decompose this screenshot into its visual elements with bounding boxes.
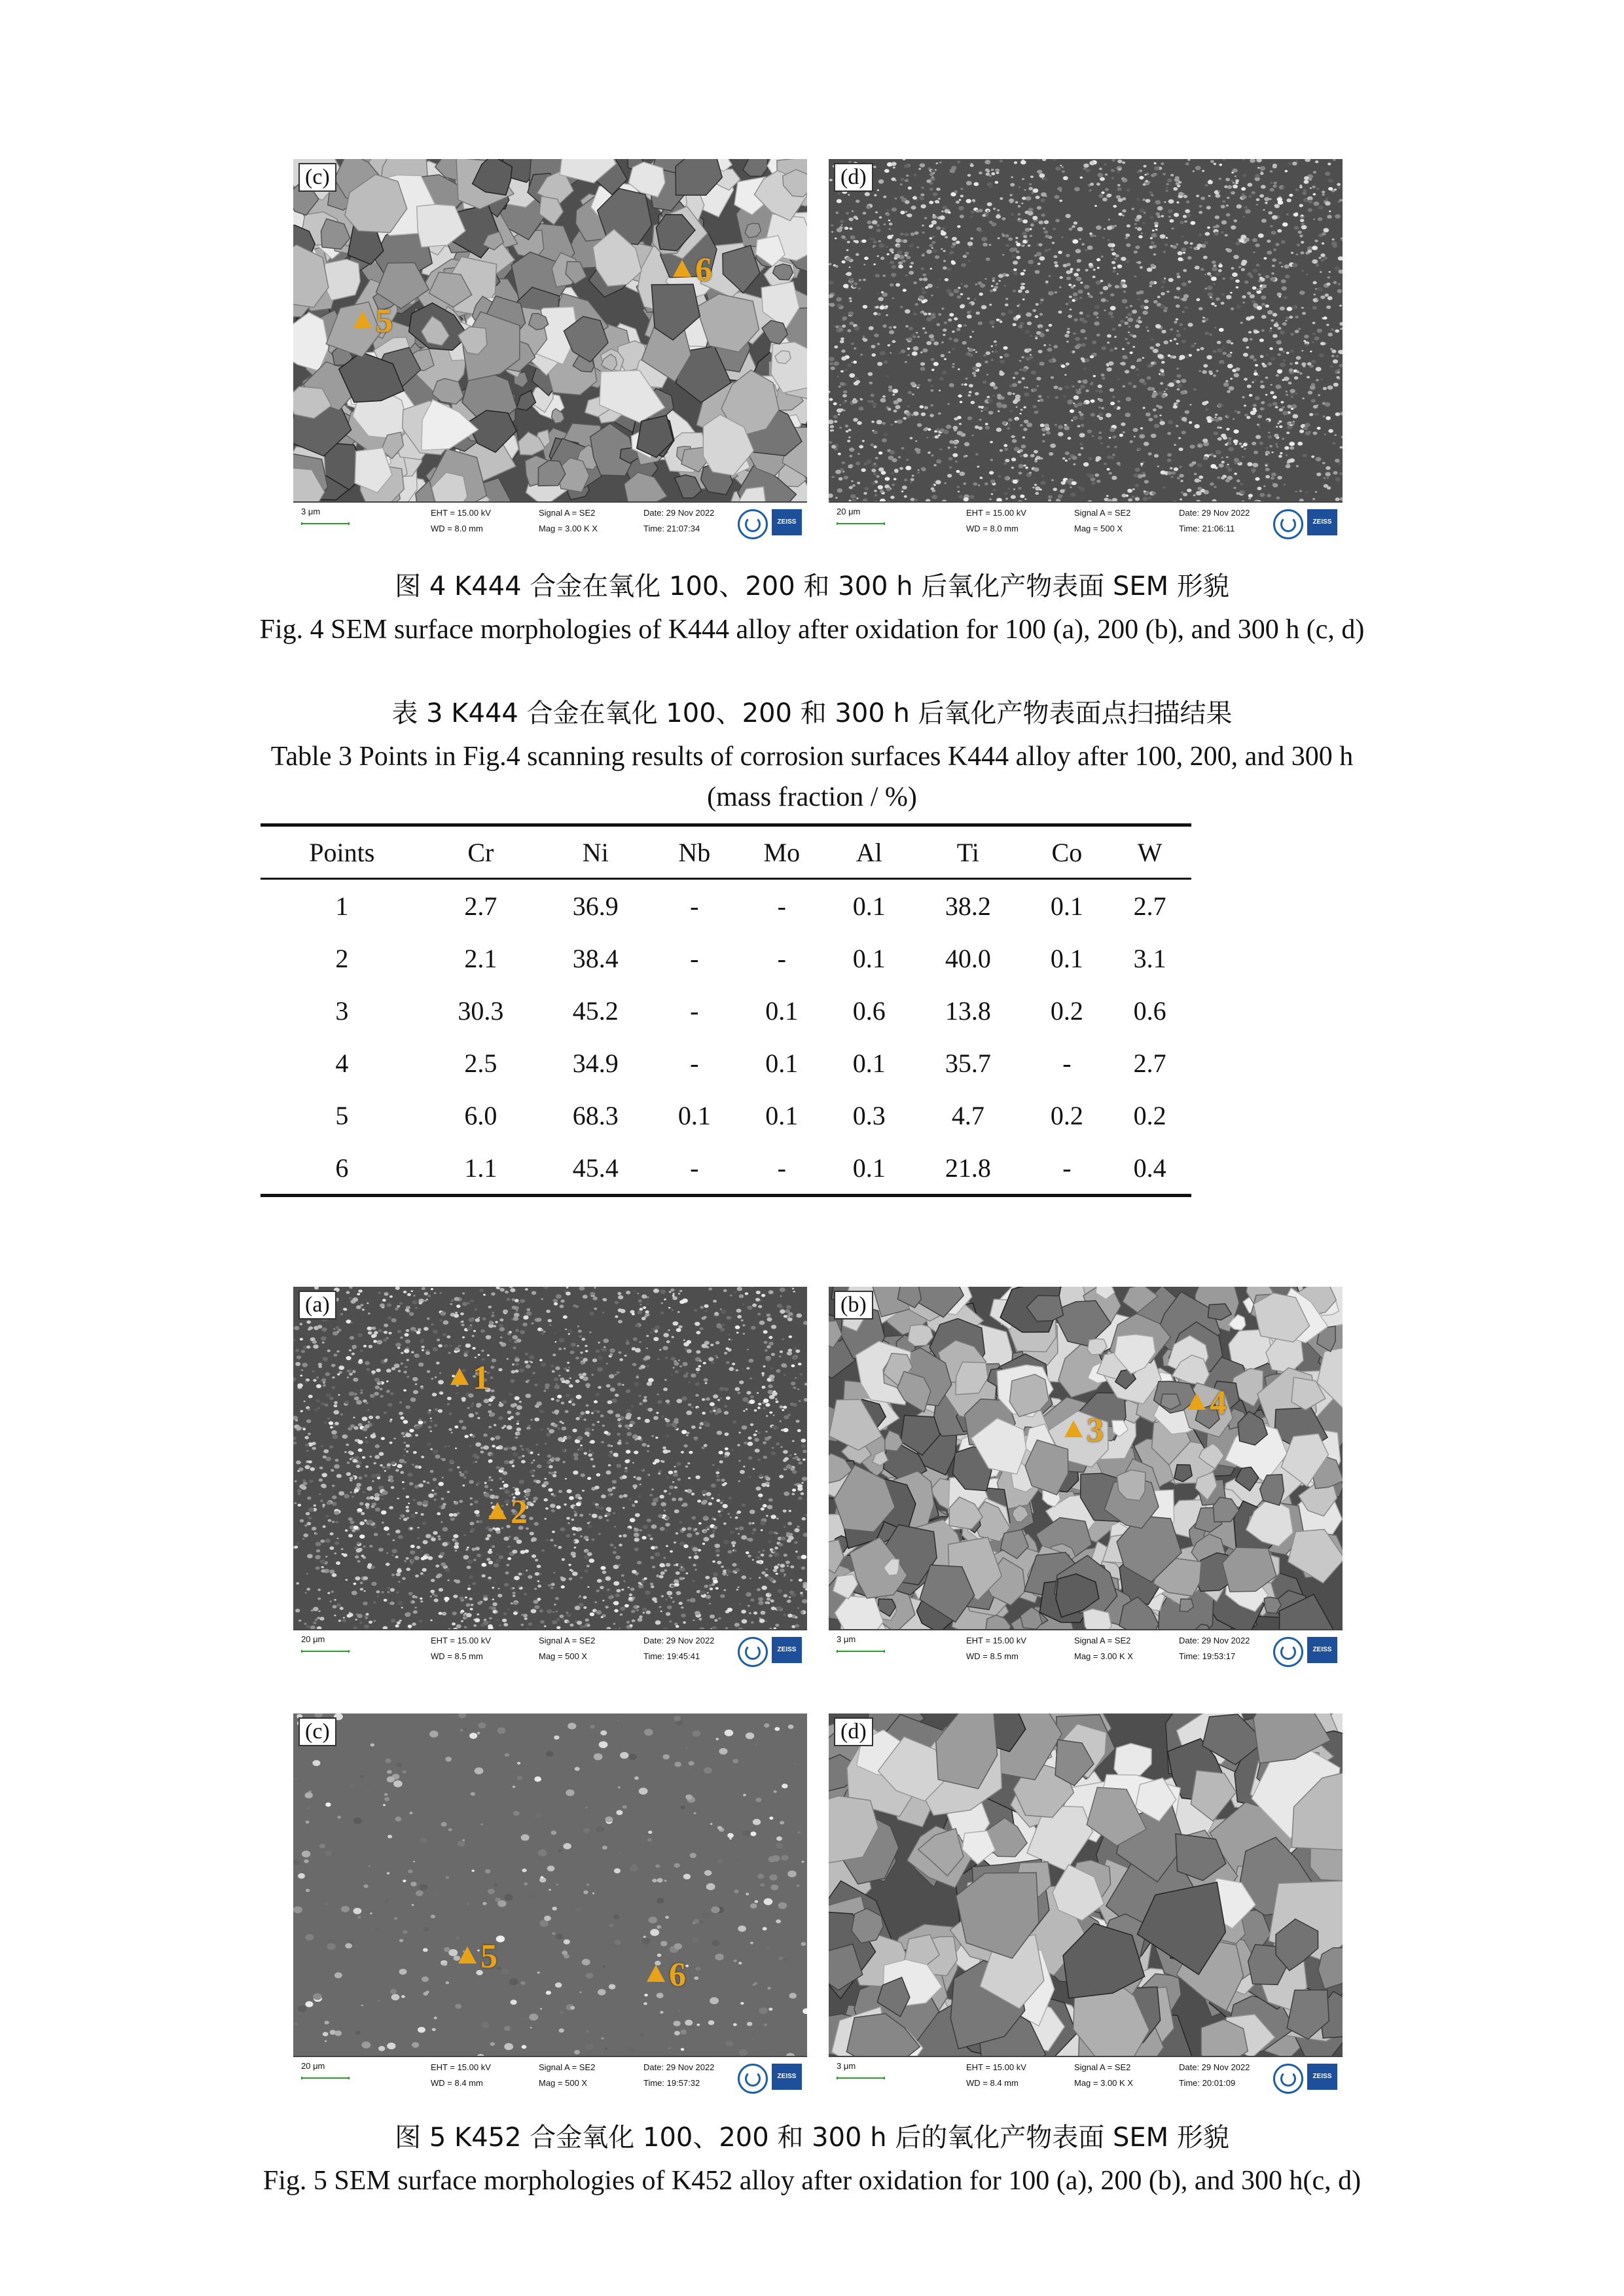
cell: 1 — [335, 891, 349, 921]
fig5-caption-en: Fig. 5 SEM surface morphologies of K452 alloy after oxidation for 100 (a), 200 (b), and 300 h(c, d) — [262, 2166, 1362, 2196]
time-value: Time: 21:06:11 — [1179, 524, 1235, 533]
fig4-caption-zh: 图 4 K444 合金在氧化 100、200 和 300 h 后氧化产物表面 SEM 形貌 — [395, 571, 1229, 601]
eht-value: EHT = 15.00 kV — [431, 508, 491, 518]
cell: - — [1026, 1141, 1109, 1196]
date-value: Date: 29 Nov 2022 — [643, 2062, 715, 2072]
cell: - — [690, 891, 699, 921]
cell: 21.8 — [911, 1141, 1025, 1196]
cell: 0.1 — [827, 1141, 911, 1196]
time-value: Time: 19:53:17 — [1179, 1651, 1236, 1661]
logo-icon — [738, 509, 768, 539]
cell: 0.6 — [1133, 996, 1166, 1026]
point-marker-5: 5 — [458, 1937, 497, 1976]
sem-info-bar — [293, 2056, 807, 2096]
panel-label: (c) — [298, 163, 336, 192]
cell: 40.0 — [945, 943, 991, 973]
scale-bar — [301, 2077, 350, 2079]
table-header-row — [261, 825, 1191, 879]
point-marker-1: 1 — [450, 1359, 490, 1397]
zeiss-logo-icon: ZEISS — [772, 2064, 802, 2090]
cell: 2.7 — [1133, 891, 1166, 921]
sem-image — [829, 1713, 1343, 2057]
scale-bar — [837, 522, 885, 525]
col-header: Points — [261, 825, 424, 879]
scale-label: 20 μm — [301, 1634, 325, 1644]
table3-title-zh: 表 3 K444 合金在氧化 100、200 和 300 h 后氧化产物表面点扫描结果 — [391, 698, 1233, 728]
date-value: Date: 29 Nov 2022 — [643, 1636, 715, 1645]
date-value: Date: 29 Nov 2022 — [1179, 1636, 1250, 1645]
col-header: Nb — [653, 825, 736, 879]
signal-value: Signal A = SE2 — [1074, 1636, 1131, 1645]
zeiss-logo-icon: ZEISS — [772, 509, 802, 535]
scale-label: 3 μm — [837, 2061, 856, 2071]
eht-value: EHT = 15.00 kV — [431, 2062, 491, 2072]
cell: 45.2 — [572, 996, 619, 1026]
sem-image — [829, 159, 1343, 503]
wd-value: WD = 8.0 mm — [966, 524, 1019, 533]
date-value: Date: 29 Nov 2022 — [1179, 2062, 1250, 2072]
fig5-panel-b — [829, 1287, 1343, 1670]
scale-bar — [837, 2077, 885, 2079]
cell: 2.1 — [464, 943, 497, 973]
cell: 0.1 — [765, 1100, 799, 1130]
zeiss-logo-icon: ZEISS — [772, 1637, 802, 1663]
cell: - — [653, 1141, 736, 1196]
panel-label: (c) — [298, 1717, 336, 1746]
logo-icon — [1273, 2064, 1303, 2094]
cell: 6.0 — [464, 1100, 497, 1130]
cell: 4 — [335, 1048, 349, 1078]
signal-value: Signal A = SE2 — [1074, 2062, 1131, 2072]
eht-value: EHT = 15.00 kV — [966, 2062, 1026, 2072]
fig5-caption-zh: 图 5 K452 合金氧化 100、200 和 300 h 后的氧化产物表面 SEM 形貌 — [395, 2123, 1229, 2153]
cell: 3.1 — [1133, 943, 1166, 973]
cell: 0.1 — [852, 1048, 886, 1078]
cell: - — [690, 996, 699, 1026]
scale-label: 3 μm — [837, 1634, 856, 1644]
table3-title-en: Table 3 Points in Fig.4 scanning results of corrosion surfaces K444 alloy after 100, 200, and 300 h — [270, 742, 1354, 772]
cell: 3 — [335, 996, 349, 1026]
mag-value: Mag = 3.00 K X — [539, 524, 598, 533]
logo-icon — [738, 2064, 768, 2094]
point-marker-5: 5 — [353, 302, 393, 340]
cell: 0.1 — [765, 996, 799, 1026]
cell: 2 — [335, 943, 349, 973]
scale-bar — [837, 1650, 885, 1653]
wd-value: WD = 8.5 mm — [966, 1651, 1019, 1661]
date-value: Date: 29 Nov 2022 — [1179, 508, 1250, 518]
time-value: Time: 19:57:32 — [643, 2078, 700, 2088]
table3 — [261, 823, 1191, 1197]
time-value: Time: 21:07:34 — [643, 524, 700, 533]
point-marker-6: 6 — [673, 251, 712, 289]
date-value: Date: 29 Nov 2022 — [643, 508, 715, 518]
cell: 4.7 — [951, 1100, 984, 1130]
table-row — [261, 984, 1191, 1037]
eht-value: EHT = 15.00 kV — [431, 1636, 491, 1645]
mag-value: Mag = 500 X — [1074, 524, 1123, 533]
zeiss-logo-icon: ZEISS — [1307, 2064, 1337, 2090]
mag-value: Mag = 3.00 K X — [1074, 1651, 1133, 1661]
col-header: W — [1108, 825, 1191, 879]
cell: 45.4 — [538, 1141, 653, 1196]
cell: 2.7 — [464, 891, 497, 921]
fig5-panel-d — [829, 1713, 1343, 2096]
signal-value: Signal A = SE2 — [539, 508, 596, 518]
time-value: Time: 19:45:41 — [643, 1651, 700, 1661]
time-value: Time: 20:01:09 — [1179, 2078, 1236, 2088]
point-marker-2: 2 — [488, 1493, 528, 1532]
cell: 36.9 — [572, 891, 619, 921]
cell: 13.8 — [945, 996, 991, 1026]
zeiss-logo-icon: ZEISS — [1307, 509, 1337, 535]
zeiss-logo-icon: ZEISS — [1307, 1637, 1337, 1663]
table3-unit: (mass fraction / %) — [707, 782, 917, 812]
cell: 6 — [261, 1141, 424, 1196]
cell: 30.3 — [458, 996, 504, 1026]
sem-info-bar — [829, 2056, 1343, 2096]
cell: 0.1 — [852, 891, 886, 921]
cell: 0.1 — [1050, 943, 1083, 973]
col-header: Ni — [538, 825, 653, 879]
cell: 0.2 — [1050, 996, 1083, 1026]
cell: 0.1 — [765, 1048, 799, 1078]
cell: 34.9 — [572, 1048, 619, 1078]
table-row — [261, 1089, 1191, 1141]
panel-label: (b) — [834, 1291, 873, 1319]
cell: 38.4 — [572, 943, 619, 973]
table-row — [261, 879, 1191, 933]
wd-value: WD = 8.0 mm — [431, 524, 483, 533]
eht-value: EHT = 15.00 kV — [966, 508, 1026, 518]
wd-value: WD = 8.5 mm — [431, 1651, 483, 1661]
fig5-panel-c — [293, 1713, 807, 2096]
sem-image — [293, 1287, 807, 1630]
table-row — [261, 1141, 1191, 1196]
mag-value: Mag = 3.00 K X — [1074, 2078, 1133, 2088]
sem-info-bar — [293, 501, 807, 542]
cell: 1.1 — [424, 1141, 538, 1196]
table-row — [261, 932, 1191, 984]
col-header: Al — [827, 825, 911, 879]
cell: 0.1 — [1050, 891, 1083, 921]
scale-bar — [301, 522, 350, 525]
logo-icon — [1273, 1637, 1303, 1667]
signal-value: Signal A = SE2 — [539, 2062, 596, 2072]
cell: 38.2 — [945, 891, 991, 921]
col-header: Mo — [736, 825, 827, 879]
fig5-panel-a — [293, 1287, 807, 1670]
panel-label: (d) — [834, 163, 873, 192]
point-marker-4: 4 — [1187, 1384, 1227, 1422]
col-header: Ti — [911, 825, 1025, 879]
cell: 0.1 — [852, 943, 886, 973]
fig4-caption-en: Fig. 4 SEM surface morphologies of K444 alloy after oxidation for 100 (a), 200 (b), and 300 h (c, d) — [259, 615, 1365, 645]
cell: 0.6 — [852, 996, 886, 1026]
eht-value: EHT = 15.00 kV — [966, 1636, 1026, 1645]
mag-value: Mag = 500 X — [539, 1651, 588, 1661]
cell: - — [690, 1048, 699, 1078]
cell: 0.2 — [1133, 1100, 1166, 1130]
panel-label: (a) — [298, 1291, 336, 1319]
col-header: Co — [1026, 825, 1109, 879]
cell: 68.3 — [572, 1100, 619, 1130]
cell: 2.5 — [464, 1048, 497, 1078]
wd-value: WD = 8.4 mm — [966, 2078, 1019, 2088]
sem-image — [293, 1713, 807, 2057]
cell: 0.4 — [1108, 1141, 1191, 1196]
col-header: Cr — [424, 825, 538, 879]
cell: - — [1062, 1048, 1072, 1078]
sem-info-bar — [829, 501, 1343, 542]
scale-label: 20 μm — [837, 507, 861, 516]
sem-image — [829, 1287, 1343, 1630]
signal-value: Signal A = SE2 — [539, 1636, 596, 1645]
cell: 0.2 — [1050, 1100, 1083, 1130]
panel-label: (d) — [834, 1717, 873, 1746]
cell: - — [736, 1141, 827, 1196]
cell: - — [690, 943, 699, 973]
scale-label: 3 μm — [301, 507, 321, 516]
logo-icon — [738, 1637, 768, 1667]
point-marker-3: 3 — [1064, 1411, 1104, 1450]
sem-info-bar — [829, 1629, 1343, 1670]
scale-label: 20 μm — [301, 2061, 325, 2071]
fig4-panel-d — [829, 159, 1343, 542]
table-row — [261, 1037, 1191, 1089]
cell: 0.3 — [852, 1100, 886, 1130]
signal-value: Signal A = SE2 — [1074, 508, 1131, 518]
cell: 2.7 — [1133, 1048, 1166, 1078]
point-marker-6: 6 — [647, 1956, 686, 1994]
cell: - — [777, 891, 786, 921]
mag-value: Mag = 500 X — [539, 2078, 588, 2088]
cell: 5 — [335, 1100, 349, 1130]
cell: 35.7 — [945, 1048, 991, 1078]
sem-info-bar — [293, 1629, 807, 1670]
scale-bar — [301, 1650, 350, 1653]
logo-icon — [1273, 509, 1303, 539]
cell: - — [777, 943, 786, 973]
wd-value: WD = 8.4 mm — [431, 2078, 483, 2088]
fig4-panel-c — [293, 159, 807, 542]
cell: 0.1 — [677, 1100, 711, 1130]
